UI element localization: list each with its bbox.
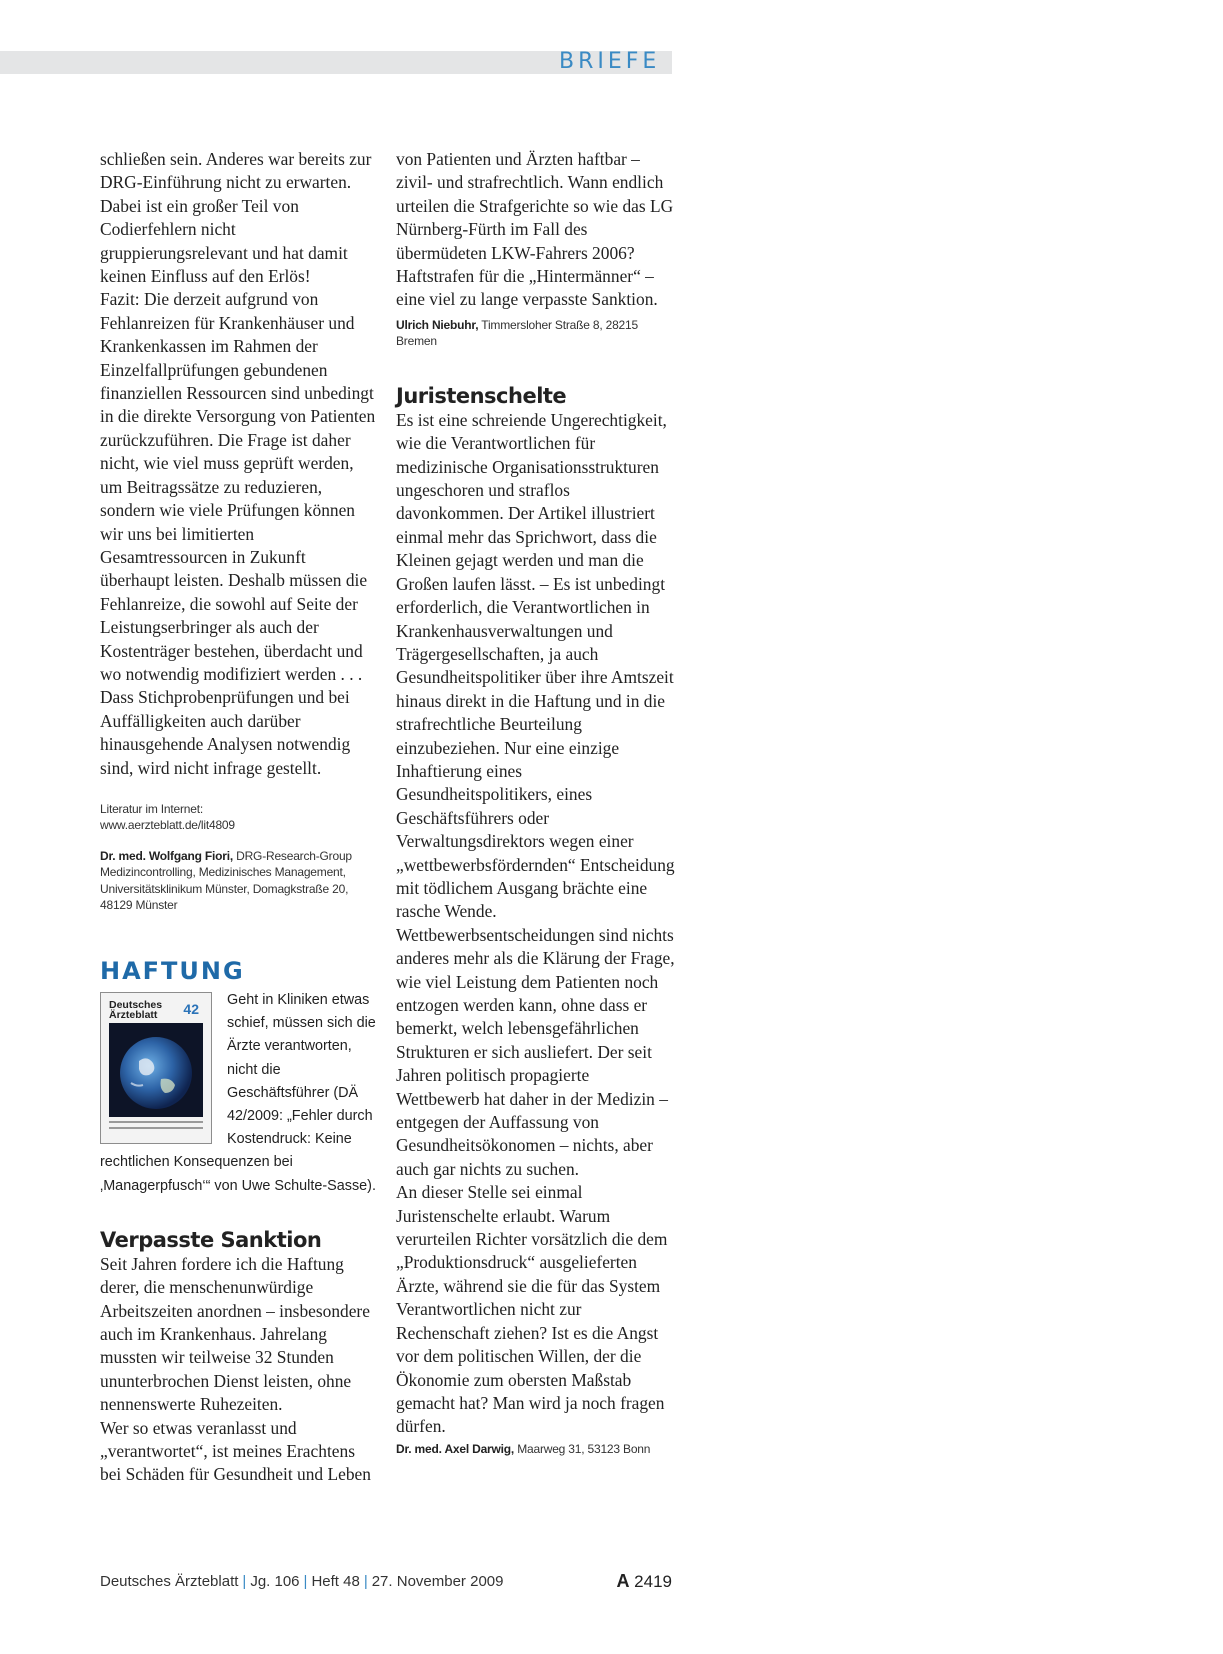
paragraph: von Patienten und Ärzten haftbar – zivil- und strafrechtlich. Wann endlich urteilen die Strafgerichte so wie das LG Nürnberg-Fürth im Fall des übermüdeten LKW-Fahrers 2006?	[396, 149, 674, 263]
author-credit	[396, 1441, 676, 1458]
paragraph: Haftstrafen für die „Hintermänner“ – eine viel zu lange verpasste Sanktion.	[396, 266, 658, 310]
publication-date: 27. November 2009	[371, 1573, 504, 1590]
author-credit	[396, 317, 676, 350]
cover-text-lines	[109, 1121, 203, 1133]
page-number	[616, 1571, 672, 1592]
magazine-cover[interactable]	[100, 992, 212, 1144]
author-name: Dr. med. Axel Darwig,	[396, 1441, 515, 1456]
teaser-text: Geht in Kliniken etwas schief, müssen sich die Ärzte verantworten, nicht die Geschäftsführer (DÄ 42/2009: „Fehler durch Kostendruck: Keine rechtlichen Konsequenzen bei ‚Managerpfusch‘“ von Uwe Schulte-Sasse).	[100, 991, 376, 1194]
literature-label: Literatur im Internet:	[100, 801, 203, 816]
article-body	[396, 409, 676, 1439]
footer-separator: |	[363, 1573, 368, 1590]
cover-title	[109, 1000, 162, 1021]
footer-separator: |	[303, 1573, 308, 1590]
left-body	[100, 148, 378, 780]
paragraph: schließen sein. Anderes war bereits zur DRG-Einführung nicht zu erwarten. Dabei ist ein großer Teil von Codierfehlern nicht gruppierungsrelevant und hat damit keinen Einfluss auf den Erlös!	[100, 149, 372, 287]
topic-heading: HAFTUNG	[100, 956, 245, 985]
paragraph: Fazit: Die derzeit aufgrund von Fehlanreizen für Krankenhäuser und Krankenkassen im Rahmen der Einzelfallprüfungen gebundenen finanziellen Ressourcen sind unbedingt in die direkte Versorgung von Patienten zurückzuführen. Die Frage ist daher nicht, wie viel muss geprüft werden, um Beitragssätze zu reduzieren, sondern wie viele Prüfungen können wir uns bei limitierten Gesamtressourcen in Zukunft überhaupt leisten. Deshalb müssen die Fehlanreize, die sowohl auf Seite der Leistungserbringer als auch der Kostenträger bestehen, überdacht und wo notwendig modifiziert werden . . . Dass Stichprobenprüfungen und bei Auffälligkeiten auch darüber hinausgehende Analysen notwendig sind, wird nicht infrage gestellt.	[100, 289, 376, 778]
cover-title-line: Deutsches	[109, 998, 163, 1011]
journal-name: Deutsches Ärzteblatt	[100, 1573, 239, 1590]
article-body	[396, 148, 676, 312]
literature-note	[100, 801, 378, 834]
section-title: BRIEFE	[559, 49, 661, 74]
paragraph: Es ist eine schreiende Ungerechtigkeit, wie die Verantwortlichen für medizinische Organisationsstrukturen ungeschoren und straflos davonkommen. Der Artikel illustriert einmal mehr das Sprichwort, dass die Kleinen gejagt werden und man die Großen laufen lässt. – Es ist unbedingt erforderlich, die Verantwortlichen in Krankenhausverwaltungen und Trägergesellschaften, ja auch Gesundheitspolitiker über ihre Amtszeit hinaus direkt in die Haftung und in die strafrechtliche Beurteilung einzubeziehen. Nur eine einzige Inhaftierung eines Gesundheitspolitikers, eines Geschäftsführers oder Verwaltungsdirektors wegen einer „wettbewerbsfördernden“ Entscheidung mit tödlichem Ausgang brächte eine rasche Wende.	[396, 409, 675, 922]
page-footer	[100, 1573, 672, 1590]
teaser-block	[100, 989, 378, 1198]
article-heading: Juristenschelte	[396, 383, 567, 408]
right-column	[396, 148, 676, 1457]
author-credit	[100, 848, 378, 914]
paragraph: Wettbewerbsentscheidungen sind nichts anderes mehr als die Klärung der Frage, wie viel Leistung dem Patienten noch entzogen werden kann, ohne dass er bemerkt, welch lebensgefährlichen Strukturen er sich ausliefert. Der seit Jahren politisch propagierte Wettbewerb hat daher in der Medizin – entgegen der Auffassung von Gesundheitsökonomen – nichts, aber auch gar nichts zu suchen.	[396, 924, 675, 1179]
article-body	[100, 1253, 378, 1487]
page-number-value: 2419	[634, 1572, 672, 1591]
volume: Jg. 106	[250, 1573, 300, 1590]
article-heading: Verpasste Sanktion	[100, 1227, 322, 1252]
footer-separator: |	[242, 1573, 247, 1590]
literature-link[interactable]: www.aerzteblatt.de/lit4809	[100, 818, 235, 833]
earth-globe-icon	[109, 1023, 203, 1117]
author-address: Timmersloher Straße 8, 28215 Bremen	[396, 317, 638, 349]
paragraph: Wer so etwas veranlasst und „verantwortet“, ist meines Erachtens bei Schäden für Gesundheit und Leben	[100, 1417, 371, 1485]
author-name: Dr. med. Wolfgang Fiori,	[100, 848, 233, 863]
issue: Heft 48	[311, 1573, 360, 1590]
left-column	[100, 148, 378, 1487]
cover-title-line: Ärzteblatt	[109, 1009, 158, 1022]
paragraph: An dieser Stelle sei einmal Juristenschelte erlaubt. Warum verurteilen Richter vorsätzlich die dem „Produktionsdruck“ ausgelieferten Ärzte, während sie die für das System Verantwortlichen nicht zur Rechenschaft ziehen? Ist es die Angst vor dem politischen Willen, der die Ökonomie zum obersten Maßstab gemacht hat? Man wird ja noch fragen dürfen.	[396, 1182, 668, 1437]
author-address: Maarweg 31, 53123 Bonn	[517, 1441, 651, 1456]
author-name: Ulrich Niebuhr,	[396, 317, 479, 332]
page-prefix: A	[616, 1571, 630, 1591]
cover-issue-number: 42	[183, 1000, 199, 1017]
paragraph: Seit Jahren fordere ich die Haftung derer, die menschenunwürdige Arbeitszeiten anordnen – insbesondere auch im Krankenhaus. Jahrelang mussten wir teilweise 32 Stunden ununterbrochen Dienst leisten, ohne nennenswerte Ruhezeiten.	[100, 1253, 370, 1415]
author-address: DRG-Research-Group Medizincontrolling, Medizinisches Management, Universitätsklinikum Münster, Domagkstraße 20, 48129 Münster	[100, 848, 352, 913]
